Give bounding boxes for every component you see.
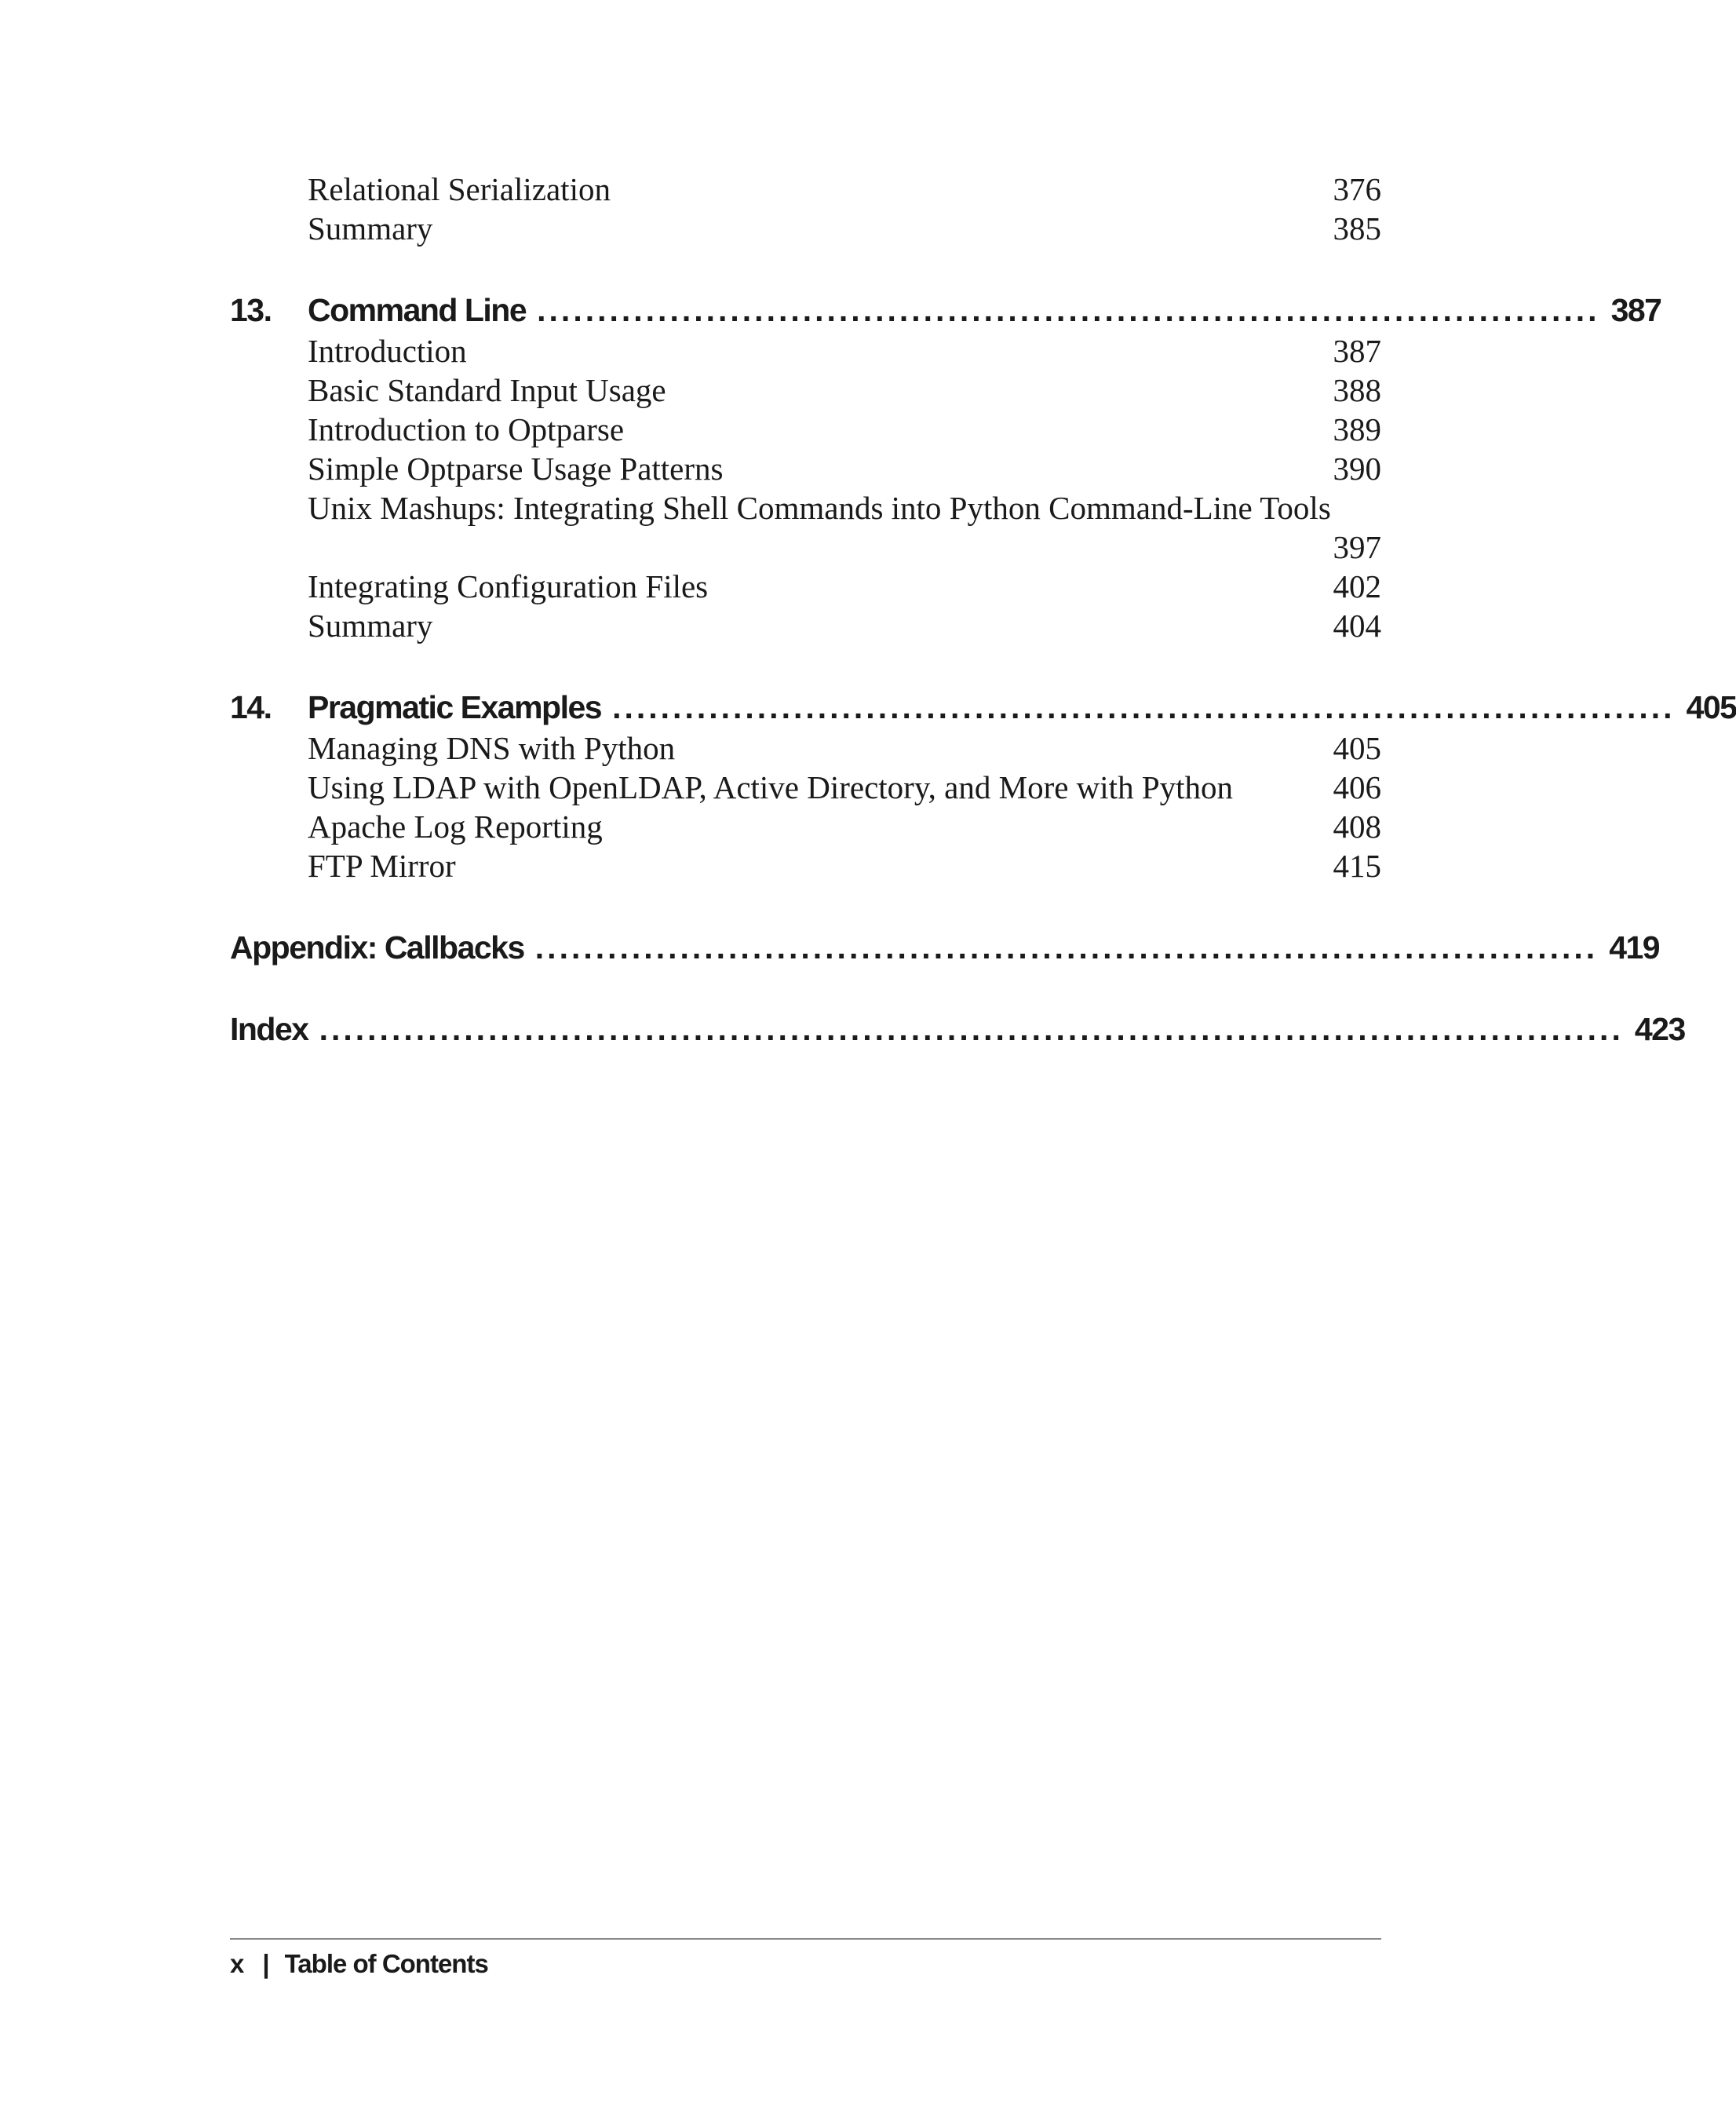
toc-entry-title: Basic Standard Input Usage bbox=[308, 372, 666, 408]
toc-entry-page: 397 bbox=[1333, 529, 1381, 565]
toc-entry-title: FTP Mirror bbox=[308, 848, 456, 884]
toc-entry-page: 408 bbox=[1333, 809, 1381, 845]
chapter-page: 405 bbox=[1686, 689, 1736, 725]
toc-entry-page: 405 bbox=[1333, 730, 1381, 766]
spacer bbox=[230, 885, 1381, 926]
toc-entry-summary[interactable] bbox=[230, 606, 1381, 645]
toc-index[interactable] bbox=[230, 1008, 1685, 1050]
toc-entry-title: Simple Optparse Usage Patterns bbox=[308, 451, 724, 487]
toc-entry-page: 388 bbox=[1333, 372, 1381, 408]
toc-entry-title: Using LDAP with OpenLDAP, Active Directory, and More with Python bbox=[308, 769, 1234, 805]
footer-divider bbox=[230, 1938, 1381, 1940]
toc-entry-page: 390 bbox=[1333, 451, 1381, 487]
table-of-contents bbox=[230, 170, 1736, 1050]
toc-entry-title: Managing DNS with Python bbox=[308, 730, 676, 766]
toc-entry-page: 376 bbox=[1333, 171, 1381, 207]
toc-entry-ftp-mirror[interactable] bbox=[230, 846, 1381, 885]
toc-entry-unix-mashups[interactable] bbox=[230, 488, 1381, 567]
toc-entry-intro-optparse[interactable] bbox=[230, 410, 1381, 449]
toc-entry-config-files[interactable] bbox=[230, 567, 1381, 606]
chapter-title: Command Line bbox=[308, 292, 527, 328]
toc-entry-page: 385 bbox=[1333, 210, 1381, 246]
spacer bbox=[230, 969, 1381, 1008]
running-footer-title: Table of Contents bbox=[284, 1949, 488, 1978]
toc-entry-summary[interactable] bbox=[230, 209, 1381, 248]
toc-entry-apache-log[interactable] bbox=[230, 807, 1381, 846]
toc-entry-title: Unix Mashups: Integrating Shell Commands into Python Command-Line Tools bbox=[308, 490, 1331, 526]
toc-entry-page: 415 bbox=[1333, 848, 1381, 884]
toc-entry-relational-serialization[interactable] bbox=[230, 170, 1381, 209]
toc-entry-title: Apache Log Reporting bbox=[308, 809, 603, 845]
toc-entry-simple-optparse[interactable] bbox=[230, 449, 1381, 488]
footer-separator: | bbox=[262, 1949, 269, 1978]
toc-entry-introduction[interactable] bbox=[230, 331, 1381, 371]
index-title: Index bbox=[230, 1011, 308, 1047]
chapter-title: Pragmatic Examples bbox=[308, 689, 602, 725]
toc-entry-basic-standard-input[interactable] bbox=[230, 371, 1381, 410]
toc-entry-using-ldap[interactable] bbox=[230, 768, 1381, 807]
toc-chapter-14[interactable] bbox=[230, 686, 1736, 728]
toc-entry-title: Relational Serialization bbox=[308, 171, 611, 207]
toc-entry-managing-dns[interactable] bbox=[230, 728, 1381, 768]
chapter-number: 13. bbox=[230, 292, 272, 328]
spacer bbox=[230, 645, 1381, 686]
toc-entry-title: Summary bbox=[308, 608, 433, 644]
appendix-title: Appendix: Callbacks bbox=[230, 929, 524, 966]
chapter-number: 14. bbox=[230, 689, 272, 725]
toc-chapter-13[interactable] bbox=[230, 289, 1661, 331]
page-footer bbox=[230, 1947, 488, 1981]
toc-entry-page: 402 bbox=[1333, 568, 1381, 604]
toc-appendix[interactable] bbox=[230, 926, 1660, 969]
toc-entry-title: Introduction to Optparse bbox=[308, 411, 625, 447]
dot-leader: ........................................................................................ bbox=[537, 292, 1600, 328]
chapter-page: 387 bbox=[1610, 292, 1661, 328]
toc-entry-page: 389 bbox=[1333, 411, 1381, 447]
toc-entry-page: 406 bbox=[1333, 769, 1381, 805]
dot-leader: ........................................................................................ bbox=[534, 929, 1599, 966]
toc-entry-page: 404 bbox=[1333, 608, 1381, 644]
toc-entry-title: Summary bbox=[308, 210, 433, 246]
appendix-page: 419 bbox=[1609, 929, 1660, 966]
toc-entry-page: 387 bbox=[1333, 333, 1381, 369]
folio-page-number: x bbox=[230, 1949, 244, 1978]
index-page: 423 bbox=[1634, 1011, 1685, 1047]
toc-entry-title: Integrating Configuration Files bbox=[308, 568, 709, 604]
dot-leader: ........................................................................................ bbox=[612, 689, 1676, 725]
toc-entry-title: Introduction bbox=[308, 333, 467, 369]
dot-leader: ............................................................................................................ bbox=[319, 1011, 1624, 1047]
spacer bbox=[230, 248, 1381, 289]
